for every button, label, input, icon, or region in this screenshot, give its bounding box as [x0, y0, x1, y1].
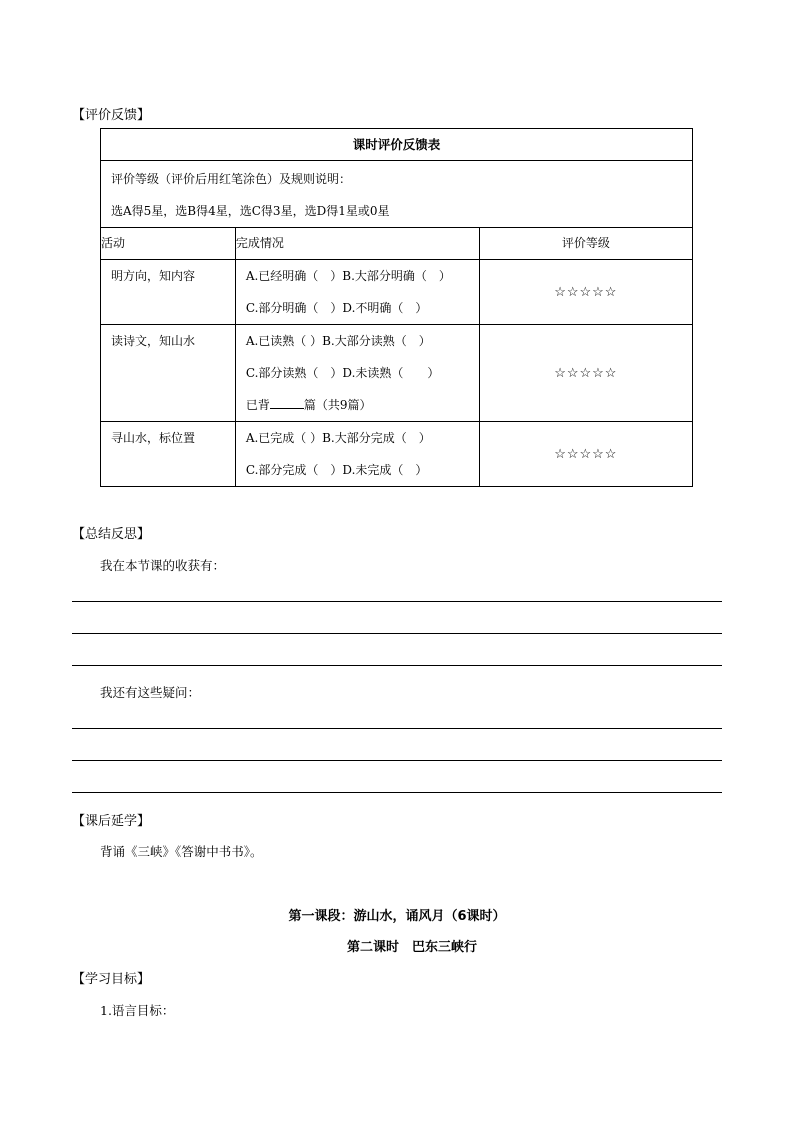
completion-cell	[235, 260, 479, 325]
star-rating[interactable]: ☆☆☆☆☆	[479, 260, 692, 325]
feedback-heading: 【评价反馈】	[72, 108, 151, 123]
rules-cell	[101, 161, 693, 228]
table-row	[101, 260, 693, 325]
recited-prefix: 已背	[245, 398, 270, 412]
questions-prompt: 我还有这些疑问：	[100, 685, 201, 700]
goals-heading: 【学习目标】	[72, 972, 151, 987]
answer-line[interactable]	[72, 633, 722, 634]
completion-cell	[235, 325, 479, 422]
completion-line: C.部分明确（ ）D.不明确（ ）	[245, 301, 428, 315]
recited-suffix: 篇（共9篇）	[303, 398, 372, 412]
star-rating[interactable]: ☆☆☆☆☆	[479, 422, 692, 487]
homework-text: 背诵《三峡》《答谢中书书》。	[100, 844, 263, 859]
gains-prompt: 我在本节课的收获有：	[100, 558, 226, 573]
answer-line[interactable]	[72, 792, 722, 793]
activity-cell	[101, 260, 236, 325]
answer-line[interactable]	[72, 601, 722, 602]
completion-cell	[235, 422, 479, 487]
rules-line-1: 评价等级（评价后用红笔涂色）及规则说明：	[111, 172, 352, 186]
completion-line: C.部分完成（ ）D.未完成（ ）	[245, 463, 428, 477]
homework-heading: 【课后延学】	[72, 814, 151, 829]
completion-line: A.已完成（ ）B.大部分完成（ ）	[245, 431, 431, 445]
answer-line[interactable]	[72, 760, 722, 761]
recited-count-blank[interactable]	[270, 398, 304, 409]
lesson-title: 第二课时 巴东三峡行	[346, 940, 477, 955]
recited-count-line	[236, 389, 479, 421]
answer-line[interactable]	[72, 728, 722, 729]
activity-cell	[101, 325, 236, 422]
answer-line[interactable]	[72, 665, 722, 666]
goal-item: 1.语言目标：	[100, 1003, 175, 1018]
column-header-completion: 完成情况	[235, 228, 479, 260]
evaluation-table	[100, 128, 693, 487]
summary-heading: 【总结反思】	[72, 527, 151, 542]
completion-line: A.已经明确（ ）B.大部分明确（ ）	[245, 269, 451, 283]
table-row	[101, 422, 693, 487]
column-header-activity: 活动	[101, 228, 236, 260]
activity-label: 寻山水，标位置	[111, 431, 196, 445]
activity-label: 读诗文，知山水	[111, 334, 196, 348]
unit-title: 第一课段：游山水，诵风月（6课时）	[288, 909, 506, 924]
rules-line-2: 选A得5星，选B得4星，选C得3星，选D得1星或0星	[111, 204, 390, 218]
table-row	[101, 325, 693, 422]
completion-line: A.已读熟（ ）B.大部分读熟（ ）	[245, 334, 431, 348]
completion-line: C.部分读熟（ ）D.未读熟（ ）	[245, 366, 440, 380]
activity-cell	[101, 422, 236, 487]
table-title: 课时评价反馈表	[101, 129, 693, 161]
star-rating[interactable]: ☆☆☆☆☆	[479, 325, 692, 422]
column-header-grade: 评价等级	[479, 228, 692, 260]
activity-label: 明方向，知内容	[111, 269, 196, 283]
